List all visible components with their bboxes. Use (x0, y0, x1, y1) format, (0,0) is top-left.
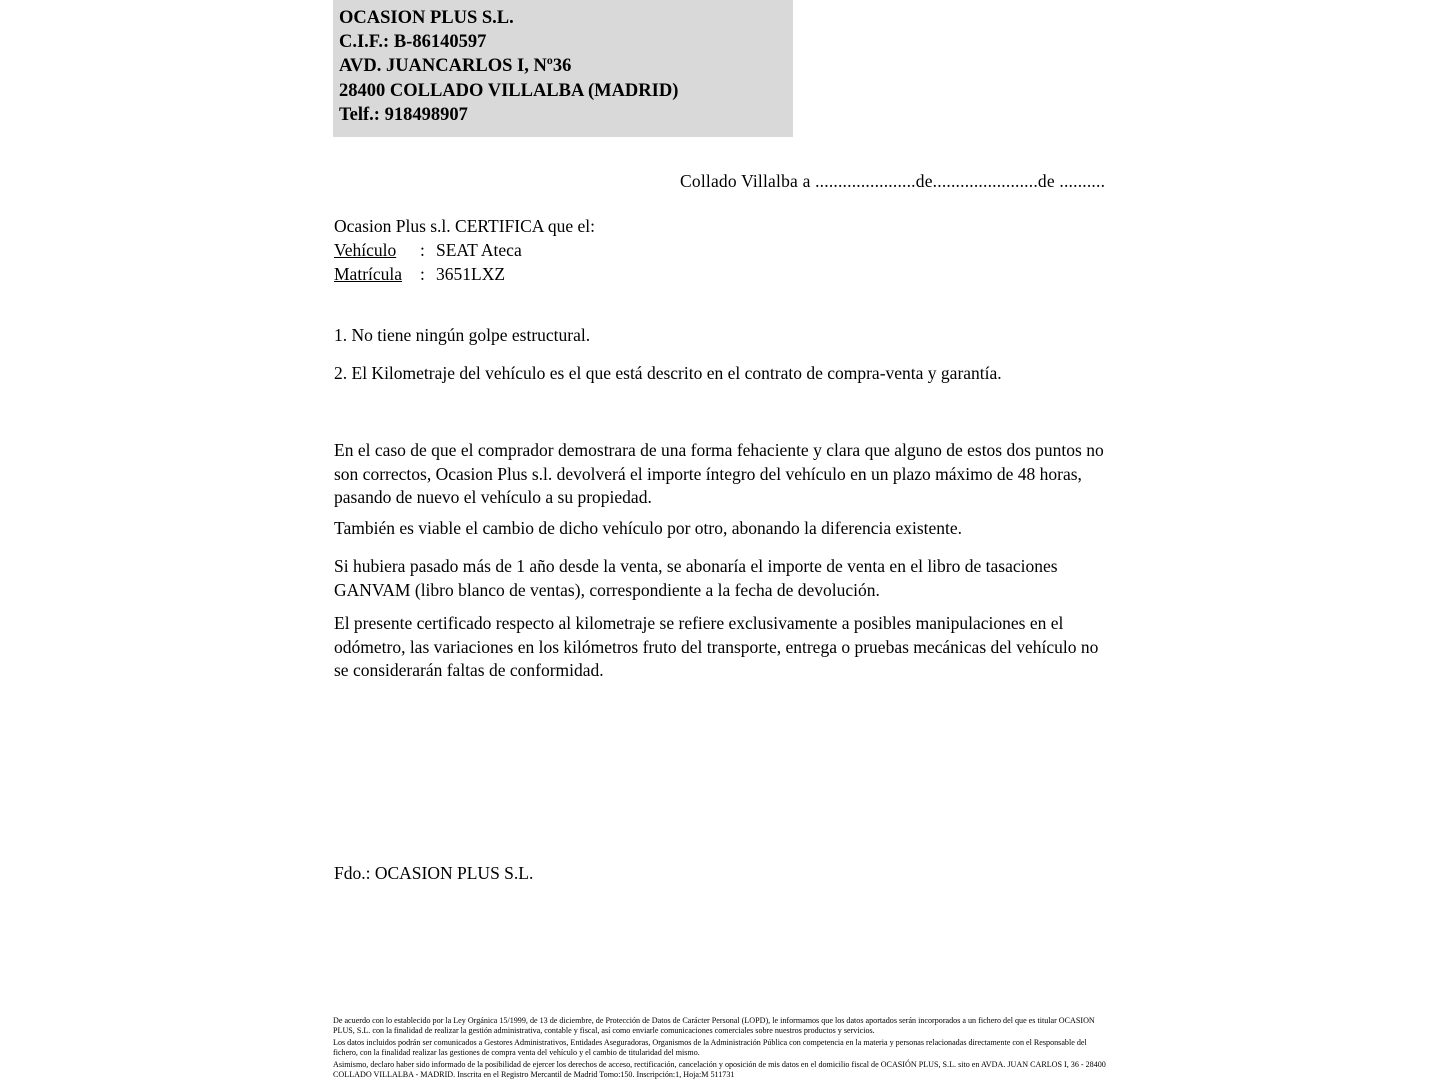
legal-paragraph-data-sharing: Los datos incluidos podrán ser comunicados a Gestores Administrativos, Entidades Aseguradoras, Organismos de la Administración Pública con competencia en la materia y personas relacionadas directamente con el Responsable del fichero, con la finalidad realizar las gestiones de compra venta del vehículo y el cambio de titularidad del mismo. (333, 1038, 1087, 1057)
certification-intro: Ocasion Plus s.l. CERTIFICA que el: (334, 216, 595, 236)
company-address-city: 28400 COLLADO VILLALBA (MADRID) (339, 80, 679, 101)
legal-paragraph-lopd: De acuerdo con lo establecido por la Ley Orgánica 15/1999, de 13 de diciembre, de Protección de Datos de Carácter Personal (LOPD), le informamos que los datos aportados serán incorporados a un fichero del que es titular OCASION PLUS, S.L. con la finalidad de realizar la gestión administrativa, contable y fiscal, así como enviarle comunicaciones comerciales sobre nuestros productos y servicios. (333, 1016, 1095, 1035)
paragraph-ganvam-valuation: Si hubiera pasado más de 1 año desde la venta, se abonaría el importe de venta en el libro de tasaciones GANVAM (libro blanco de ventas), correspondiente a la fecha de devolución. (334, 556, 1058, 600)
plate-value: 3651LXZ (436, 263, 506, 284)
certified-point-1: 1. No tiene ningún golpe estructural. (334, 325, 591, 345)
certification-block (334, 215, 595, 286)
company-address-street: AVD. JUANCARLOS I, Nº36 (339, 56, 572, 77)
dateline: Collado Villalba a ......................de.......................de .......... (680, 171, 1106, 191)
plate-row (334, 263, 595, 287)
company-letterhead (333, 0, 793, 137)
paragraph-refund-terms: En el caso de que el comprador demostrara de una forma fehaciente y clara que alguno de estos dos puntos no son correctos, Ocasion Plus s.l. devolverá el importe íntegro del vehículo en un plazo máximo de 48 horas, pasando de nuevo el vehículo a su propiedad. (334, 440, 1104, 507)
plate-label: Matrícula (334, 263, 403, 284)
vehicle-row (334, 239, 595, 263)
vehicle-label: Vehículo (334, 239, 397, 260)
paragraph-odometer-scope: El presente certificado respecto al kilometraje se refiere exclusivamente a posibles manipulaciones en el odómetro, las variaciones en los kilómetros fruto del transporte, entrega o pruebas mecánicas del vehículo no se considerarán faltas de conformidad. (334, 613, 1099, 680)
legal-paragraph-rights: Asimismo, declaro haber sido informado de la posibilidad de ejercer los derechos de acceso, rectificación, cancelación y oposición de mis datos en el domicilio fiscal de OCASIÓN PLUS, S.L. sito en AVDA. JUAN CARLOS I, 36 - 28400 COLLADO VILLALBA - MADRID. Inscrita en el Registro Mercantil de Madrid Tomo:150. Inscripción:1, Hoja:M 511731 (333, 1060, 1106, 1079)
company-name: OCASION PLUS S.L. (339, 8, 514, 28)
legal-notice (333, 1016, 1113, 1080)
company-phone: Telf.: 918498907 (339, 104, 468, 125)
company-cif: C.I.F.: B-86140597 (339, 32, 487, 53)
vehicle-value: SEAT Ateca (436, 239, 522, 260)
plate-separator: : (420, 263, 425, 284)
signature-line: Fdo.: OCASION PLUS S.L. (334, 863, 534, 883)
vehicle-separator: : (420, 239, 425, 260)
certified-point-2: 2. El Kilometraje del vehículo es el que está descrito en el contrato de compra-venta y garantía. (334, 363, 1002, 383)
paragraph-vehicle-exchange: También es viable el cambio de dicho vehículo por otro, abonando la diferencia existente. (334, 518, 963, 538)
